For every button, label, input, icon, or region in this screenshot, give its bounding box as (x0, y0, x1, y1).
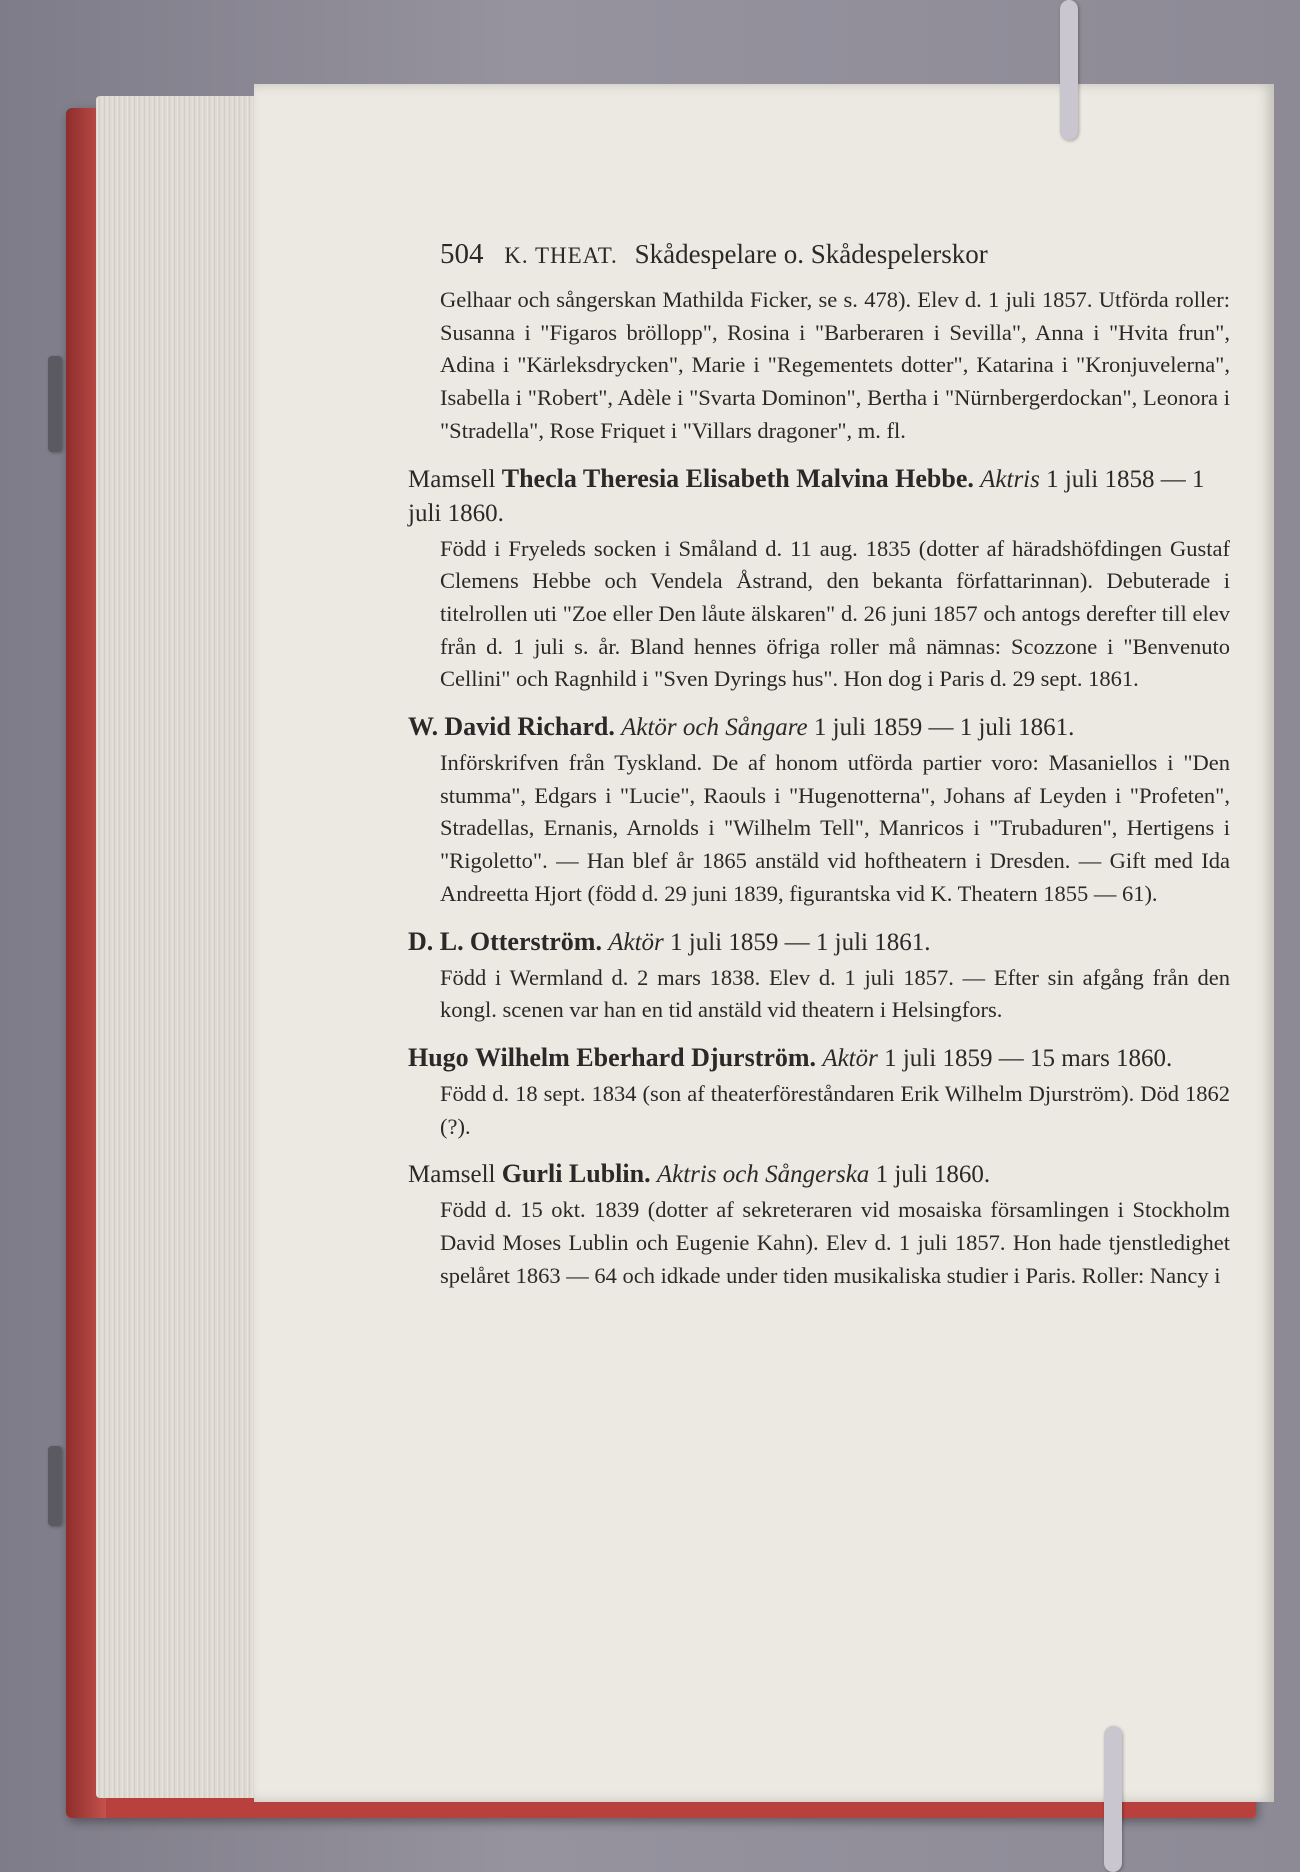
section-label: K. THEAT. (504, 243, 618, 268)
entry-role: Aktör (822, 1044, 878, 1072)
entry-role: Aktör (608, 928, 664, 956)
entry-prefix: Hugo (408, 1042, 469, 1072)
entry-djurstrom (408, 1041, 1230, 1143)
entry-name: David Richard. (444, 712, 615, 742)
entry-role: Aktör och Sångare (621, 714, 808, 742)
entry-prefix: D. L. (408, 926, 464, 956)
bookmark-clip-top (1060, 0, 1078, 140)
entry-prefix: Mamsell (408, 1161, 496, 1189)
entry-dates: 1 juli 1859 — 1 juli 1861. (813, 714, 1075, 742)
entry-heading (408, 925, 1230, 960)
entry-name: Otterström. (469, 926, 602, 956)
entry-richard (408, 710, 1230, 911)
entry-name: Wilhelm Eberhard Djurström. (474, 1042, 817, 1072)
entry-name: Gurli Lublin. (501, 1159, 651, 1189)
entry-text: Född i Fryeleds socken i Småland d. 11 aug. 1835 (dotter af häradshöfdingen Gustaf Clemens Hebbe och Vendela Åstrand, den bekanta författarinnan). Debuterade i titelrollen uti "Zoe eller Den låute älskaren" d. 26 juni 1857 och antogs derefter till elev från d. 1 juli s. år. Bland hennes öfriga roller må nämnas: Scozzone i "Benvenuto Cellini" och Ragnhild i "Sven Dyrings hus". Hon dog i Paris d. 29 sept. 1861. (440, 535, 1230, 692)
entry-lublin (408, 1157, 1230, 1292)
book-clasp-upper (48, 356, 62, 452)
entry-prefix: Mamsell (408, 465, 496, 493)
intro-paragraph (440, 284, 1230, 448)
entry-dates: 1 juli 1860. (875, 1161, 991, 1189)
entry-dates: 1 juli 1859 — 15 mars 1860. (884, 1044, 1173, 1072)
entry-hebbe (408, 462, 1230, 697)
entry-dates: 1 juli 1858 — 1 juli 1860. (408, 465, 1205, 527)
entry-text: Införskrifven från Tyskland. De af honom utförda partier voro: Masaniellos i "Den stumma", Edgars i "Lucie", Raouls i "Hugenotterna", Johans af Leyden i "Profeten", Stradellas, Ernanis, Arnolds i "Wilhelm Tell", Manricos i "Trubaduren", Hertigens i "Rigoletto". — Han blef år 1865 anstäld vid hoftheatern i Dresden. — Gift med Ida Andreetta Hjort (född d. 29 juni 1839, figurantska vid K. Theatern 1855 — 61). (440, 750, 1230, 906)
entry-heading (408, 462, 1230, 531)
entry-otterstrom (408, 925, 1230, 1027)
entry-role: Aktris och Sångerska (656, 1161, 870, 1189)
running-title: Skådespelare o. Skådespelerskor (634, 239, 988, 269)
entry-text: Född i Wermland d. 2 mars 1838. Elev d. 1 juli 1857. — Efter sin afgång från den kongl. scenen var han en tid anstäld vid theatern i Helsingfors. (440, 964, 1230, 1023)
entry-dates: 1 juli 1859 — 1 juli 1861. (670, 928, 931, 956)
entry-text: Född d. 18 sept. 1834 (son af theaterföreståndaren Erik Wilhelm Djurström). Död 1862 (?). (440, 1080, 1230, 1139)
entry-heading (408, 710, 1230, 745)
paragraph-text: Gelhaar och sångerskan Mathilda Ficker, se s. 478). Elev d. 1 juli 1857. Utförda roller: Susanna i "Figaros bröllopp", Rosina i "Barberaren i Sevilla", Anna i "Hvita frun", Adina i "Kärleksdrycken", Marie i "Regementets dotter", Katarina i "Kronjuvelerna", Isabella i "Robert", Adèle i "Svarta Dominon", Bertha i "Nürnbergerdockan", Leonora i "Stradella", Rose Friquet i "Villars dragoner", m. fl. (440, 287, 1230, 443)
book-clasp-lower (48, 1446, 62, 1526)
page-number: 504 (440, 238, 484, 270)
page-edge-stack (96, 96, 276, 1798)
bookmark-clip-bottom (1104, 1726, 1122, 1872)
entry-name: Thecla Theresia Elisabeth Malvina Hebbe. (501, 463, 974, 493)
entry-role: Aktris (980, 465, 1040, 493)
page-text (408, 232, 1230, 1292)
entry-heading (408, 1157, 1230, 1192)
entry-text: Född d. 15 okt. 1839 (dotter af sekreteraren vid mosaiska församlingen i Stockholm David Moses Lublin och Eugenie Kahn). Elev d. 1 juli 1857. Hon hade tjenstledighet spelåret 1863 — 64 och idkade under tiden musikaliska studier i Paris. Roller: Nancy i (440, 1197, 1230, 1288)
entry-prefix: W. (408, 712, 439, 742)
running-header (440, 232, 1230, 278)
entry-heading (408, 1041, 1230, 1076)
